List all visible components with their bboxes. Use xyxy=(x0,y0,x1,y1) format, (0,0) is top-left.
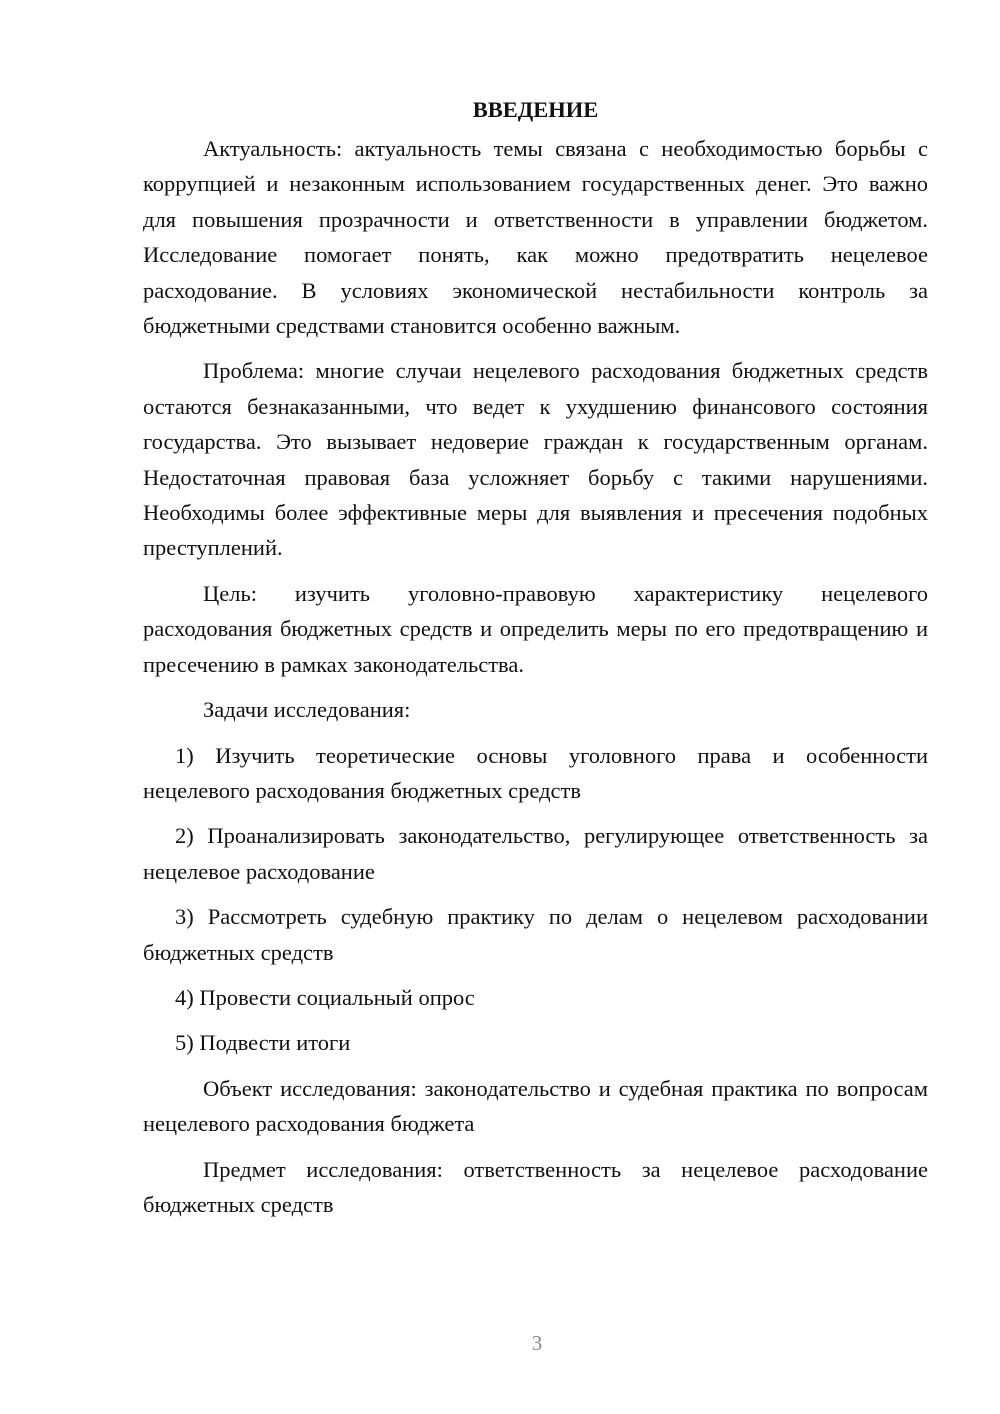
paragraph-goal: Цель: изучить уголовно-правовую характеристику нецелевого расходования бюджетных средств и определить меры по его предотвращению и пресечению в рамках законодательства. xyxy=(143,580,928,677)
page-content xyxy=(143,92,928,1222)
paragraph-subject: Предмет исследования: ответственность за нецелевое расходование бюджетных средств xyxy=(143,1156,928,1217)
page-number: 3 xyxy=(531,1331,543,1355)
task-item: 1) Изучить теоретические основы уголовного права и особенности нецелевого расходования бюджетных средств xyxy=(143,742,928,803)
paragraph-relevance: Актуальность: актуальность темы связана с необходимостью борьбы с коррупцией и незаконным использованием государственных денег. Это важно для повышения прозрачности и ответственности в управлении бюджетом. Исследование помогает понять, как можно предотвратить нецелевое расходование. В условиях экономической нестабильности контроль за бюджетными средствами становится особенно важным. xyxy=(143,136,928,339)
task-item: 2) Проанализировать законодательство, регулирующее ответственность за нецелевое расходование xyxy=(143,823,928,884)
paragraph-object: Объект исследования: законодательство и судебная практика по вопросам нецелевого расходования бюджета xyxy=(143,1075,928,1137)
section-title: ВВЕДЕНИЕ xyxy=(472,97,599,122)
paragraph-problem: Проблема: многие случаи нецелевого расходования бюджетных средств остаются безнаказанными, что ведет к ухудшению финансового состояния государства. Это вызывает недоверие граждан к государственным органам. Недостаточная правовая база усложняет борьбу с такими нарушениями. Необходимы более эффективные меры для выявления и пресечения подобных преступлений. xyxy=(143,358,928,561)
task-item: 5) Подвести итоги xyxy=(175,1030,351,1056)
tasks-heading: Задачи исследования: xyxy=(203,697,411,723)
task-item: 3) Рассмотреть судебную практику по делам о нецелевом расходовании бюджетных средств xyxy=(143,904,928,965)
task-item: 4) Провести социальный опрос xyxy=(175,984,475,1010)
